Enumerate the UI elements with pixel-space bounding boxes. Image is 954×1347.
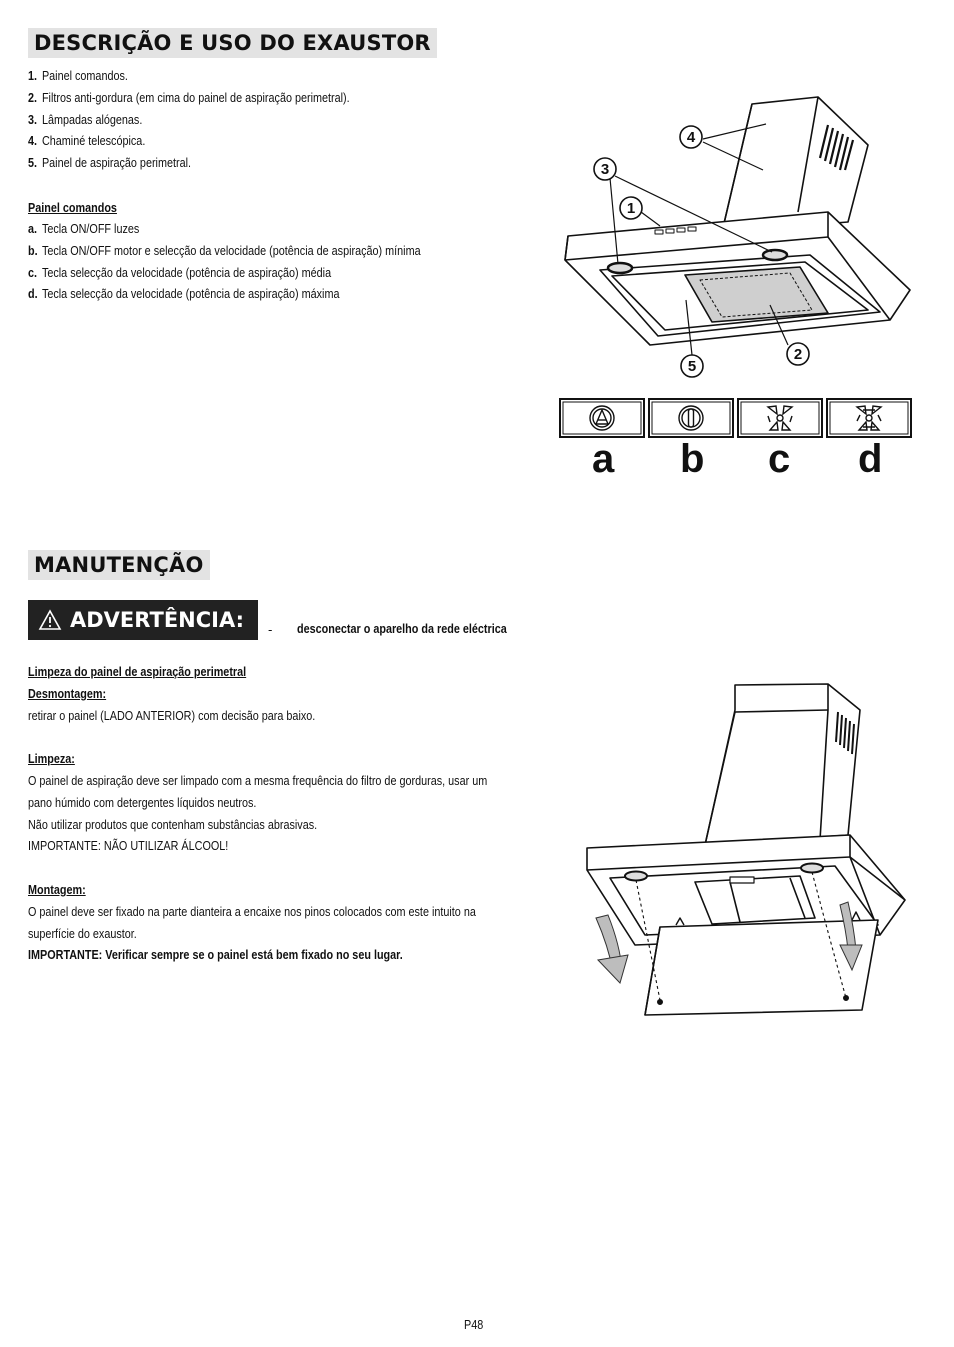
mount-line-2: superfície do exaustor. xyxy=(28,925,137,941)
list-item: b. Tecla ON/OFF motor e selecção da velocidade (potência de aspiração) mínima xyxy=(28,242,421,258)
mount-important: IMPORTANTE: Verificar sempre se o painel está bem fixado no seu lugar. xyxy=(28,947,403,963)
callout-5: 5 xyxy=(687,358,697,375)
clean-line-4: IMPORTANTE: NÃO UTILIZAR ÁLCOOL! xyxy=(28,838,229,854)
section-title-maintenance: MANUTENÇÃO xyxy=(28,550,210,580)
parts-list xyxy=(28,65,350,174)
clean-heading: Limpeza: xyxy=(28,751,75,767)
callout-2: 2 xyxy=(793,346,803,363)
warning-text: desconectar o aparelho da rede eléctrica xyxy=(297,621,507,636)
list-item: 1. Painel comandos. xyxy=(28,68,128,83)
button-letter-c: c xyxy=(768,437,791,481)
light-icon xyxy=(590,406,614,430)
section-title-description: DESCRIÇÃO E USO DO EXAUSTOR xyxy=(28,28,437,58)
button-letter-d: d xyxy=(858,437,883,481)
button-letter-a: a xyxy=(592,437,615,481)
clean-line-1: O painel de aspiração deve ser limpado com a mesma frequência do filtro de gorduras, usar um xyxy=(28,772,488,788)
callout-1: 1 xyxy=(626,200,636,217)
callout-4: 4 xyxy=(686,129,696,146)
warning-label: ADVERTÊNCIA: xyxy=(70,608,245,632)
warning-icon xyxy=(38,609,62,631)
mount-heading: Montagem: xyxy=(28,881,86,897)
warning-dash: - xyxy=(268,622,273,637)
cleaning-heading: Limpeza do painel de aspiração perimetral xyxy=(28,664,247,679)
clean-line-3: Não utilizar produtos que contenham substâncias abrasivas. xyxy=(28,816,318,832)
clean-line-2: pano húmido com detergentes líquidos neutros. xyxy=(28,794,257,810)
dismount-text: retirar o painel (LADO ANTERIOR) com decisão para baixo. xyxy=(28,707,316,723)
dismount-heading: Desmontagem: xyxy=(28,685,107,701)
panel-list xyxy=(28,218,421,305)
panel-heading: Painel comandos xyxy=(28,200,117,215)
mount-line-1: O painel deve ser fixado na parte dianteira a encaixe nos pinos colocados com este intuito na xyxy=(28,903,476,919)
list-item: c. Tecla selecção da velocidade (potência de aspiração) média xyxy=(28,264,332,280)
callout-3: 3 xyxy=(600,161,610,178)
maintenance-body xyxy=(28,661,487,966)
button-strip xyxy=(558,397,914,439)
hood-diagram xyxy=(555,90,915,390)
power-icon xyxy=(679,406,703,430)
list-item: 2. Filtros anti-gordura (em cima do painel de aspiração perimetral). xyxy=(28,89,350,105)
list-item: 4. Chaminé telescópica. xyxy=(28,133,146,149)
button-letter-b: b xyxy=(680,437,705,481)
list-item: 5. Painel de aspiração perimetral. xyxy=(28,155,192,171)
list-item: 3. Lâmpadas alógenas. xyxy=(28,111,143,127)
page-number: P48 xyxy=(464,1317,484,1332)
list-item: a. Tecla ON/OFF luzes xyxy=(28,221,140,236)
list-item: d. Tecla selecção da velocidade (potência de aspiração) máxima xyxy=(28,286,340,302)
hood-panel-removal-diagram xyxy=(580,678,910,1023)
warning-box xyxy=(28,600,258,640)
